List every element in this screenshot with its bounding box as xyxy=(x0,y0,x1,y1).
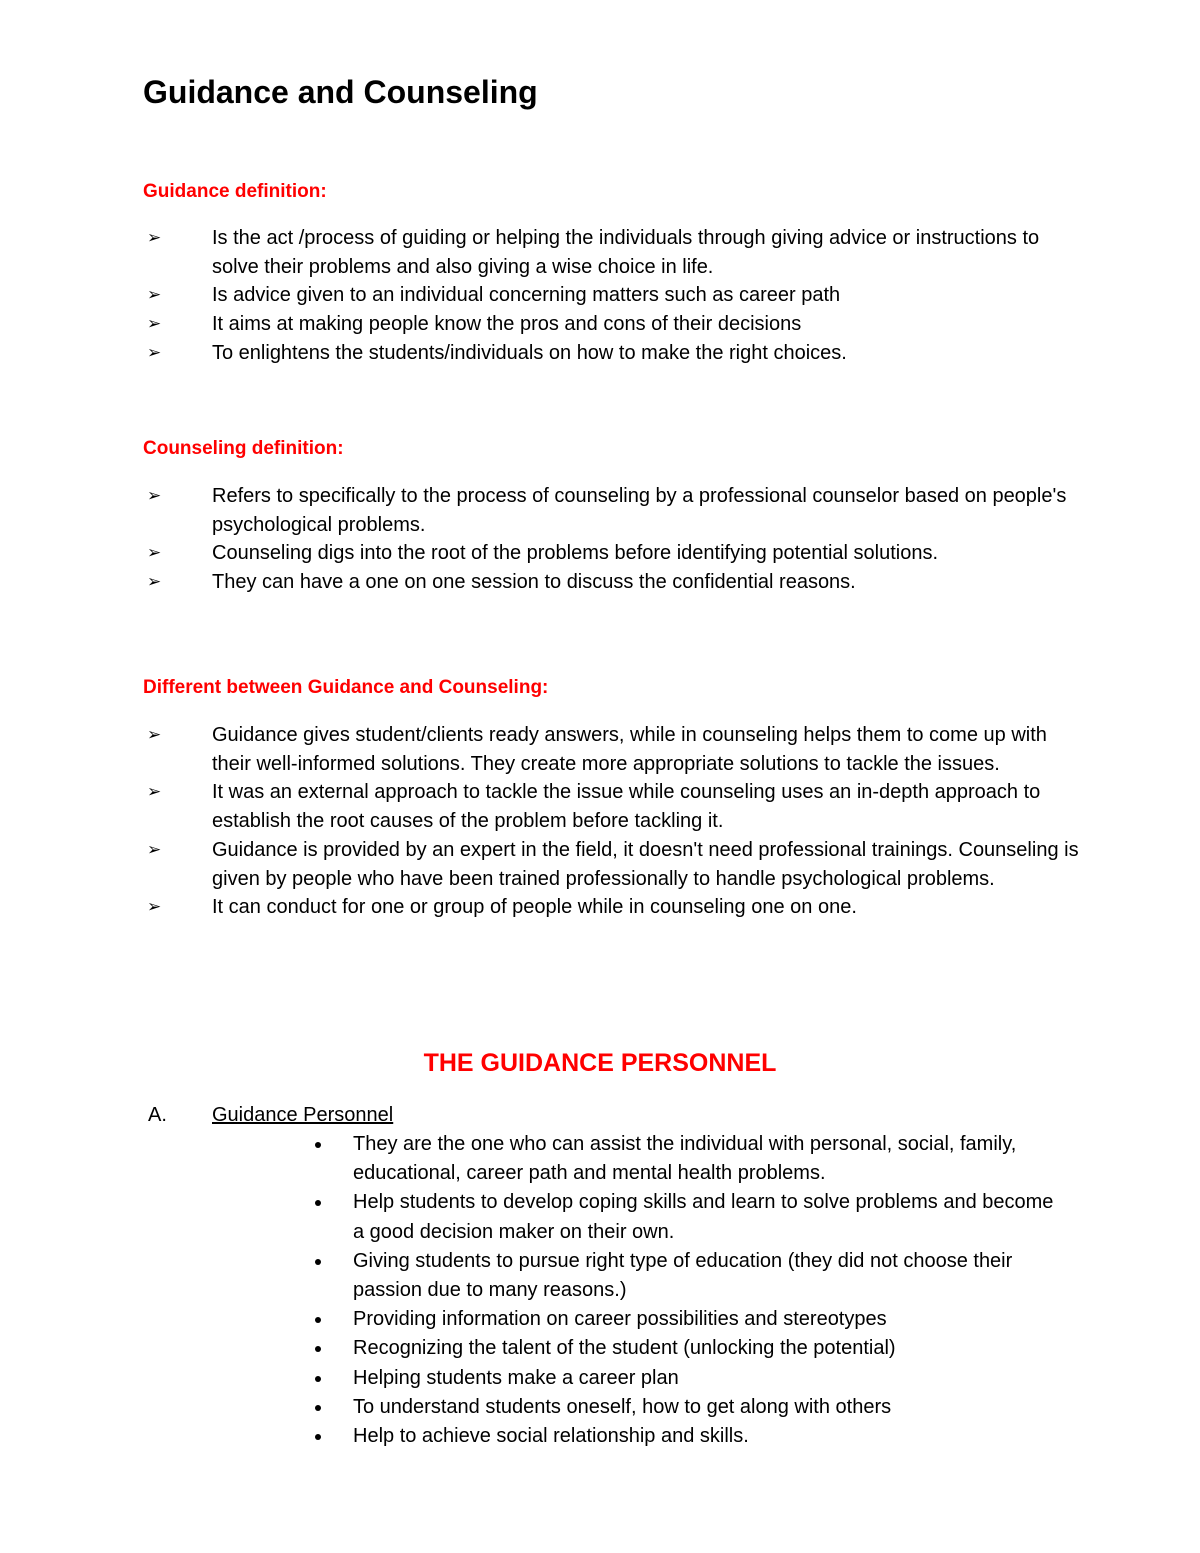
list-item-text: It was an external approach to tackle the issue while counseling uses an in-depth approach to establish the root causes of the problem before tackling it. xyxy=(212,781,1041,833)
arrowhead-bullet-icon: ➢ xyxy=(147,782,162,802)
list-item-text: Help students to develop coping skills and learn to solve problems and become a good decision maker on their own. xyxy=(353,1191,1054,1243)
arrowhead-bullet-icon: ➢ xyxy=(147,725,162,744)
list-item-text: Help to achieve social relationship and skills. xyxy=(353,1425,749,1448)
arrowhead-bullet-icon: ➢ xyxy=(147,314,162,334)
list-item-text: It can conduct for one or group of people while in counseling one on one. xyxy=(212,896,857,919)
list-item xyxy=(300,1364,1060,1393)
list-item xyxy=(143,539,1083,568)
list-item xyxy=(143,482,1083,539)
list-item xyxy=(143,339,1083,368)
list-item-text: Refers to specifically to the process of counseling by a professional counselor based on people's psychological problems. xyxy=(212,485,1067,536)
list-item xyxy=(143,224,1083,281)
list-item xyxy=(300,1334,1060,1363)
counseling-definition-list xyxy=(143,482,1083,597)
list-item xyxy=(143,836,1083,893)
subsection-label: Guidance Personnel xyxy=(212,1104,394,1126)
section-heading-guidance-definition: Guidance definition: xyxy=(143,181,327,202)
subsection-heading xyxy=(148,1101,393,1129)
list-item-text: It aims at making people know the pros and cons of their decisions xyxy=(212,313,802,336)
arrowhead-bullet-icon: ➢ xyxy=(147,572,162,592)
section-heading-differences: Different between Guidance and Counseling: xyxy=(143,677,549,698)
section-heading-counseling-definition: Counseling definition: xyxy=(143,438,344,459)
arrowhead-bullet-icon: ➢ xyxy=(147,543,162,563)
dot-bullet-icon xyxy=(315,1259,321,1265)
list-item xyxy=(143,778,1083,835)
arrowhead-bullet-icon: ➢ xyxy=(147,897,162,917)
list-item-text: To understand students oneself, how to get along with others xyxy=(353,1395,892,1418)
guidance-personnel-heading: THE GUIDANCE PERSONNEL xyxy=(423,1049,777,1077)
list-item-text: Helping students make a career plan xyxy=(353,1366,679,1389)
list-item xyxy=(300,1305,1060,1334)
list-item-text: Counseling digs into the root of the problems before identifying potential solutions. xyxy=(212,542,939,565)
dot-bullet-icon xyxy=(315,1434,321,1440)
guidance-definition-list xyxy=(143,224,1083,368)
dot-bullet-icon xyxy=(315,1346,321,1352)
list-item-text: Giving students to pursue right type of education (they did not choose their passion due to many reasons.) xyxy=(353,1249,1013,1302)
list-item xyxy=(143,310,1083,339)
differences-list xyxy=(143,721,1083,922)
list-item xyxy=(300,1393,1060,1422)
arrowhead-bullet-icon: ➢ xyxy=(147,285,162,305)
list-item-text: They can have a one on one session to discuss the confidential reasons. xyxy=(212,571,856,594)
dot-bullet-icon xyxy=(315,1317,321,1323)
guidance-personnel-list xyxy=(300,1130,1060,1451)
list-item-text: Recognizing the talent of the student (unlocking the potential) xyxy=(353,1337,896,1360)
list-item-text: Guidance gives student/clients ready answers, while in counseling helps them to come up with their well-informed solutions. They create more appropriate solutions to tackle the issues. xyxy=(212,724,1047,775)
dot-bullet-icon xyxy=(315,1405,321,1411)
document-title: Guidance and Counseling xyxy=(143,74,538,110)
dot-bullet-icon xyxy=(315,1200,321,1206)
arrowhead-bullet-icon: ➢ xyxy=(147,486,162,505)
list-item-text: Providing information on career possibilities and stereotypes xyxy=(353,1308,887,1331)
list-item xyxy=(143,281,1083,310)
list-item xyxy=(143,893,1083,922)
list-item-text: Is advice given to an individual concerning matters such as career path xyxy=(212,284,841,307)
list-item xyxy=(300,1422,1060,1451)
list-item xyxy=(143,568,1083,597)
arrowhead-bullet-icon: ➢ xyxy=(147,839,162,859)
list-item-text: Guidance is provided by an expert in the field, it doesn't need professional trainings. Counseling is given by people who have been trained professionally to handle psychological problems. xyxy=(212,838,1079,890)
list-item-text: To enlightens the students/individuals on how to make the right choices. xyxy=(212,341,847,364)
arrowhead-bullet-icon: ➢ xyxy=(147,228,162,247)
list-item-text: Is the act /process of guiding or helping the individuals through giving advice or instructions to solve their problems and also giving a wise choice in life. xyxy=(212,227,1040,278)
dot-bullet-icon xyxy=(315,1142,321,1148)
list-item xyxy=(300,1130,1060,1188)
dot-bullet-icon xyxy=(315,1376,321,1382)
list-item-text: They are the one who can assist the individual with personal, social, family, educational, career path and mental health problems. xyxy=(353,1133,1017,1185)
list-item xyxy=(300,1247,1060,1305)
list-item xyxy=(300,1188,1060,1246)
arrowhead-bullet-icon: ➢ xyxy=(147,342,162,362)
list-item xyxy=(143,721,1083,778)
subsection-letter: A. xyxy=(148,1104,167,1126)
